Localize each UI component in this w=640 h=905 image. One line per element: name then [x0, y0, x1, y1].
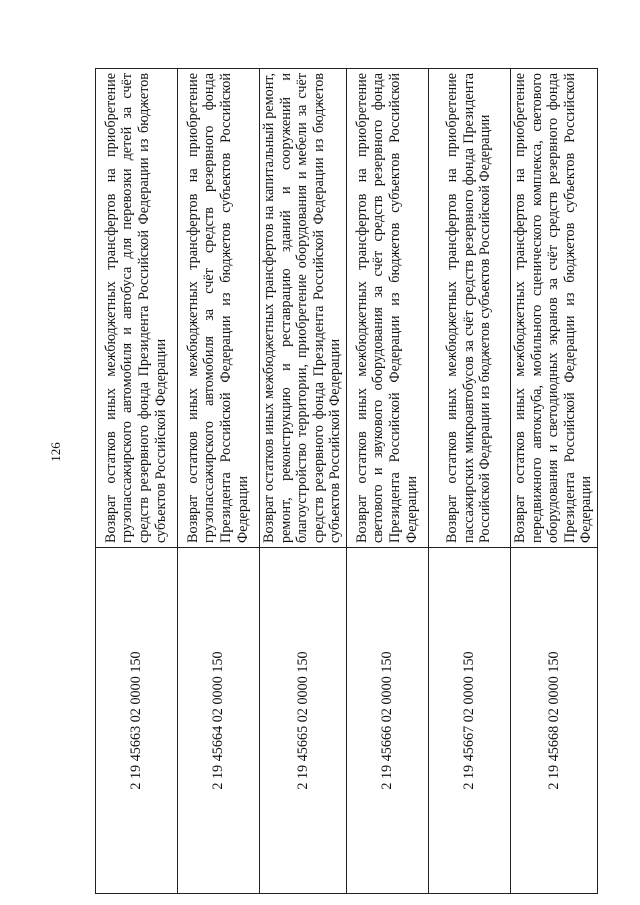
description-cell: Возврат остатков иных межбюджетных трансфертов на приобретение передвижного автоклуба, мобильного сценического комплекса, светового оборудования и светодиодных экранов за счёт средств резервного фонда Президента Российской Федерации из бюджетов субъектов Российской Федерации	[510, 69, 597, 548]
table-row	[428, 69, 510, 894]
budget-code-cell: 2 19 45668 02 0000 150	[510, 548, 597, 894]
description-cell: Возврат остатков иных межбюджетных трансфертов на приобретение грузопассажирского автомобиля и автобуса для перевозки детей за счёт средств резервного фонда Президента Российской Федерации из бюджетов субъектов Российской Федерации	[96, 69, 178, 548]
budget-code-cell: 2 19 45663 02 0000 150	[96, 548, 178, 894]
table-row	[178, 69, 260, 894]
table-row	[96, 69, 178, 894]
description-cell: Возврат остатков иных межбюджетных трансфертов на капитальный ремонт, ремонт, реконструкцию и реставрацию зданий и сооружений и благоустройство территории, приобретение оборудования и мебели за счёт средств резервного фонда Президента Российской Федерации из бюджетов субъектов Российской Федерации	[260, 69, 347, 548]
budget-code-cell: 2 19 45666 02 0000 150	[346, 548, 428, 894]
description-cell: Возврат остатков иных межбюджетных трансфертов на приобретение пассажирских микроавтобусов за счёт средств резервного фонда Президента Российской Федерации из бюджетов субъектов Российской Федерации	[428, 69, 510, 548]
description-cell: Возврат остатков иных межбюджетных трансфертов на приобретение грузопассажирского автомобиля за счёт средств резервного фонда Президента Российской Федерации из бюджетов субъектов Российской Федерации	[178, 69, 260, 548]
page-number: 126	[48, 442, 63, 462]
budget-code-cell: 2 19 45667 02 0000 150	[428, 548, 510, 894]
budget-codes-table	[95, 68, 598, 894]
table-row	[346, 69, 428, 894]
table-row	[260, 69, 347, 894]
budget-code-cell: 2 19 45664 02 0000 150	[178, 548, 260, 894]
description-cell: Возврат остатков иных межбюджетных трансфертов на приобретение светового и звукового оборудования за счёт средств резервного фонда Президента Российской Федерации из бюджетов субъектов Российской Федерации	[346, 69, 428, 548]
table-row	[510, 69, 597, 894]
rotated-table-container	[95, 68, 595, 894]
budget-code-cell: 2 19 45665 02 0000 150	[260, 548, 347, 894]
